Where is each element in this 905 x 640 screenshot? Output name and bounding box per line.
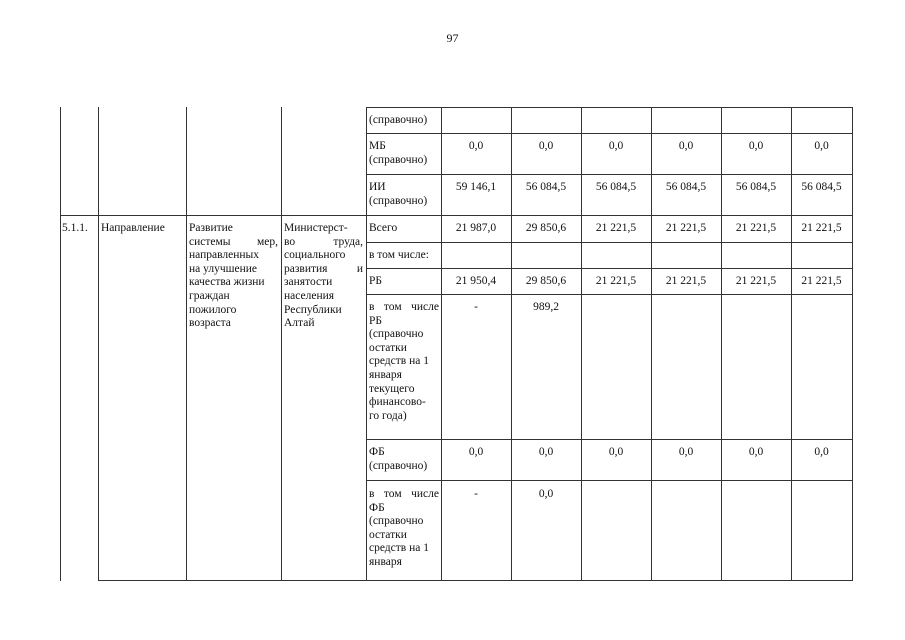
row-code: 5.1.1. xyxy=(62,222,88,234)
table-rule xyxy=(581,107,582,581)
value-cell: 21 221,5 xyxy=(801,275,842,287)
source-label: Всего xyxy=(369,222,398,234)
table-rule xyxy=(281,107,282,581)
value-cell: 29 850,6 xyxy=(525,275,567,287)
value-cell: 0,0 xyxy=(608,446,624,458)
table-rule xyxy=(366,268,853,269)
table-rule xyxy=(511,107,512,581)
value-cell: 0,0 xyxy=(468,140,484,152)
source-label: (справочно) xyxy=(369,114,428,126)
table-rule xyxy=(366,107,853,108)
value-cell: 0,0 xyxy=(538,446,554,458)
table-rule xyxy=(366,107,367,581)
source-label: РБ xyxy=(369,275,382,287)
value-cell: 0,0 xyxy=(814,446,829,458)
value-cell: 0,0 xyxy=(748,446,764,458)
value-cell: 989,2 xyxy=(533,301,559,313)
row-type: Направление xyxy=(101,222,165,234)
value-cell: 56 084,5 xyxy=(595,181,637,193)
value-cell: 21 221,5 xyxy=(735,275,777,287)
table-rule xyxy=(366,480,853,481)
table-rule xyxy=(791,107,792,581)
table-rule xyxy=(98,107,99,581)
table-rule xyxy=(98,580,853,581)
source-label: МБ (справочно) xyxy=(369,140,428,166)
value-cell: 21 221,5 xyxy=(801,222,842,234)
table-rule xyxy=(366,174,853,175)
value-cell: 21 987,0 xyxy=(455,222,497,234)
table-rule xyxy=(651,107,652,581)
page-number: 97 xyxy=(446,31,459,45)
value-cell: 0,0 xyxy=(748,140,764,152)
table-rule xyxy=(60,215,853,216)
value-cell: 21 221,5 xyxy=(665,222,707,234)
value-cell: 21 221,5 xyxy=(735,222,777,234)
value-cell: 0,0 xyxy=(678,446,694,458)
executor-name: Министерст- во труда, социального развития и занятости населения Республики Алтай xyxy=(284,222,363,330)
value-cell: 0,0 xyxy=(678,140,694,152)
value-cell: 59 146,1 xyxy=(455,181,497,193)
table-rule xyxy=(366,439,853,440)
value-cell: 0,0 xyxy=(814,140,829,152)
measure-name: Развитие системы мер, направленных на улучшение качества жизни граждан пожилого возраста xyxy=(189,222,278,330)
table-rule xyxy=(60,107,61,581)
value-cell: 0,0 xyxy=(538,488,554,500)
source-label: в том числе: xyxy=(369,249,429,261)
source-label: в том числе ФБ (справочно остатки средств на 1 января xyxy=(369,488,439,568)
value-cell: - xyxy=(474,301,478,313)
value-cell: 56 084,5 xyxy=(801,181,842,193)
table-rule xyxy=(721,107,722,581)
value-cell: - xyxy=(474,488,478,500)
value-cell: 56 084,5 xyxy=(735,181,777,193)
value-cell: 29 850,6 xyxy=(525,222,567,234)
value-cell: 56 084,5 xyxy=(525,181,567,193)
table-rule xyxy=(441,107,442,581)
value-cell: 0,0 xyxy=(468,446,484,458)
value-cell: 21 221,5 xyxy=(595,222,637,234)
value-cell: 0,0 xyxy=(608,140,624,152)
value-cell: 56 084,5 xyxy=(665,181,707,193)
source-label: ФБ (справочно) xyxy=(369,446,428,472)
source-label: ИИ (справочно) xyxy=(369,181,428,207)
table-rule xyxy=(852,107,853,581)
value-cell: 0,0 xyxy=(538,140,554,152)
table-rule xyxy=(366,294,853,295)
value-cell: 21 221,5 xyxy=(595,275,637,287)
table-rule xyxy=(186,107,187,581)
value-cell: 21 221,5 xyxy=(665,275,707,287)
table-rule xyxy=(366,242,853,243)
value-cell: 21 950,4 xyxy=(455,275,497,287)
table-rule xyxy=(366,133,853,134)
source-label: в том числе РБ (справочно остатки средств на 1 января текущего финансово- го года) xyxy=(369,301,439,422)
